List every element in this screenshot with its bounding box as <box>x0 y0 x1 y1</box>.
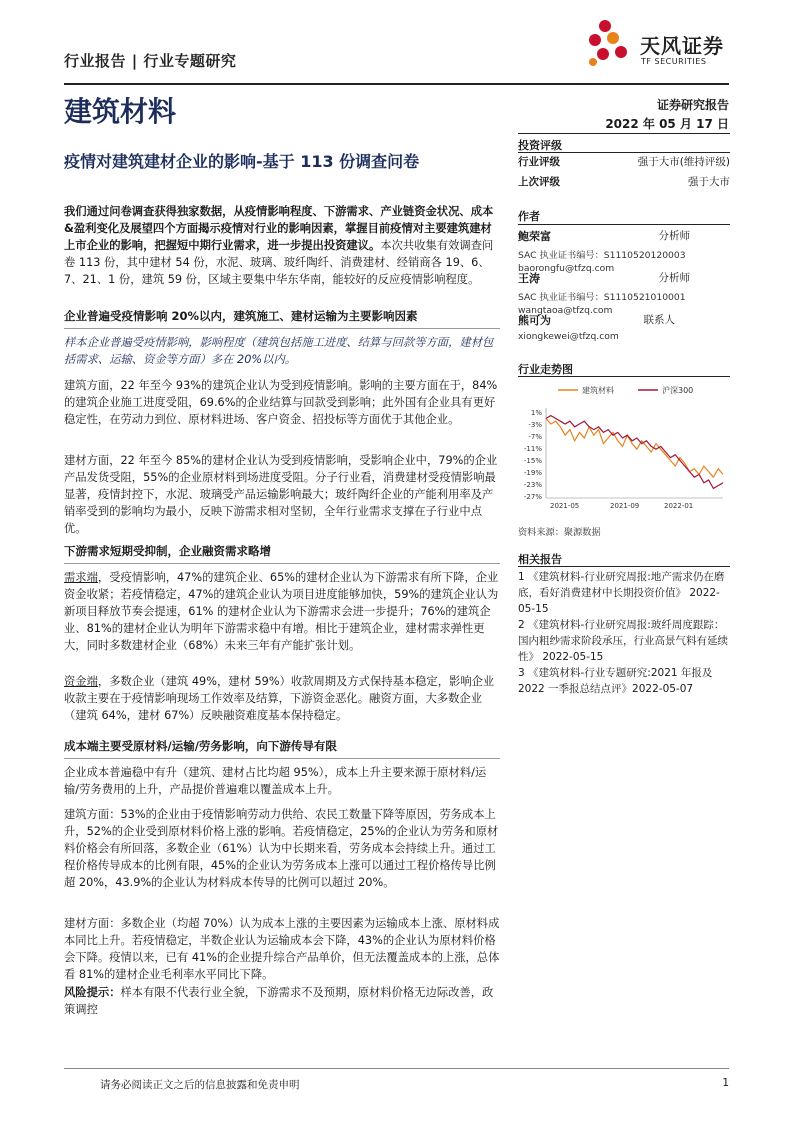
x-tick-label: 2021-09 <box>610 502 640 510</box>
author-heading: 作者 <box>518 210 540 223</box>
related-item[interactable]: 3 《建筑材料-行业专题研究:2021 年报及 2022 一季报总结点评》2022-05-07 <box>518 667 713 695</box>
section-1-italic: 样本企业普遍受疫情影响，影响程度（建筑包括施工进度、结算与回款等方面，建材包括需求、运输、资金等方面）多在 20%以内。 <box>64 336 494 366</box>
author-role: 分析师 <box>658 272 690 284</box>
author-cert: SAC 执业证书编号：S1110520120003 <box>518 250 686 261</box>
series-line-建筑材料 <box>546 418 723 477</box>
y-tick-label: -7% <box>528 433 542 441</box>
section-3-para-3: 建材方面：多数企业（均超 70%）认为成本上涨的主要因素为运输成本上涨、原材料成本同比上升。若疫情稳定，半数企业认为运输成本会下降，43%的企业认为原材料价格会下降。疫情以来，已有 41%的企业提升综合产品单价，但无法覆盖成本的上涨，总体看 81%的建材企业毛利率水平同比下降。 <box>64 917 500 981</box>
section-1-para-2: 建材方面，22 年至今 85%的建材企业认为受到疫情影响，受影响企业中，79%的企业产品发货受阻，55%的企业原材料到场进度受阻。分子行业看，消费建材受疫情影响最显著，疫情封控下，水泥、玻璃受产品运输影响最大；玻纤陶纤企业的产能利用率及产销率受到的影响均为最小，反映下游需求相对坚韧，全年行业需求支撑在子行业中点优。 <box>64 454 498 535</box>
related-item[interactable]: 1 《建筑材料-行业研究周报:地产需求仍在磨底，看好消费建材中长期投资价值》 2022-05-15 <box>518 571 725 615</box>
section-3-rule <box>64 758 500 759</box>
author-cert: SAC 执业证书编号：S1110521010001 <box>518 292 686 303</box>
risk-text: 样本有限不代表行业全貌，下游需求不及预期，原材料价格无边际改善，政策调控 <box>64 986 494 1016</box>
y-tick-label: 1% <box>530 409 542 417</box>
author-3 <box>518 312 730 342</box>
trend-rule <box>518 376 730 377</box>
related-heading: 相关报告 <box>518 553 562 566</box>
section-1-title: 企业普遍受疫情影响 20%以内，建筑施工、建材运输为主要影响因素 <box>64 309 418 323</box>
section-3-title: 成本端主要受原材料/运输/劳务影响，向下游传导有限 <box>64 739 337 753</box>
author-email[interactable]: xiongkewei@tfzq.com <box>518 331 619 342</box>
author-2 <box>518 270 730 316</box>
author-email[interactable]: baorongfu@tfzq.com <box>518 263 615 274</box>
author-email[interactable]: wangtaoa@tfzq.com <box>518 305 613 316</box>
report-type: 证券研究报告 <box>656 98 729 112</box>
y-tick-label: -23% <box>523 481 542 489</box>
report-date: 2022 年 05 月 17 日 <box>605 117 729 131</box>
demand-text: ，受疫情影响，47%的建筑企业、65%的建材企业认为下游需求有所下降，企业资金收紧；若疫情稳定，47%的建筑企业认为项目进度能够加快，59%的建筑企业认为新项目释放节奏会提速，61% 的建材企业认为下游需求会进一步提升；76%的建筑企业、81%的建材企业认为明年下游需求稳中有增。相比于建筑企业，建材需求弹性更大，同时多数建材企业（68%）未来三年有产能扩张计划。 <box>64 571 499 652</box>
section-2-title: 下游需求短期受抑制，企业融资需求略增 <box>64 544 271 558</box>
header-rule <box>64 83 729 85</box>
page-number: 1 <box>722 1077 729 1089</box>
x-tick-label: 2021-05 <box>550 502 580 510</box>
fund-label: 资金端 <box>64 675 98 688</box>
chart-source: 资料来源：聚源数据 <box>518 527 601 538</box>
author-1 <box>518 228 730 274</box>
date-rule <box>518 133 730 134</box>
section-1-rule <box>64 328 500 329</box>
footer-rule <box>64 1068 729 1069</box>
section-3-para-1: 企业成本普遍稳中有升（建筑、建材占比均超 95%），成本上升主要来源于原材料/运输/劳务费用的上升，产品提价普遍难以覆盖成本上升。 <box>64 766 487 796</box>
trend-chart <box>518 380 728 515</box>
demand-label: 需求端 <box>64 571 98 584</box>
related-rule <box>518 566 730 567</box>
y-tick-label: -15% <box>523 457 542 465</box>
author-role: 联系人 <box>643 314 675 326</box>
summary-lead-text: 本次共收集有效调查问卷 113 份，其中建材 54 份，水泥、玻璃、玻纤陶纤、消费建材、经销商各 19、6、7、21、1 份，建筑 59 份，区域主要集中华东华南，能较好的反应疫情影响程度。 <box>64 239 494 286</box>
author-role: 分析师 <box>658 230 690 242</box>
disclaimer[interactable]: 请务必阅读正文之后的信息披露和免责申明 <box>100 1079 300 1091</box>
author-name: 熊可为 <box>518 314 551 327</box>
y-tick-label: -27% <box>523 493 542 501</box>
y-tick-label: -19% <box>523 469 542 477</box>
section-3-para-2: 建筑方面：53%的企业由于疫情影响劳动力供给、农民工数量下降等原因，劳务成本上升，52%的企业受到原材料价格上涨的影响。若疫情稳定，25%的企业认为劳务和原材料价格会有所回落，多数企业（61%）认为中长期来看，劳务成本会持续上升。通过工程价格传导成本的比例有限，45%的企业认为劳务成本上涨可以通过工程价格传导比例超 20%，43.9%的企业认为材料成本传导的比例可以超过 20%。 <box>64 808 499 889</box>
legend-label: 沪深300 <box>662 386 694 395</box>
industry-rating-value: 强于大市(维持评级) <box>637 156 730 168</box>
legend-label: 建筑材料 <box>582 386 614 395</box>
x-tick-label: 2022-01 <box>664 502 694 510</box>
rating-heading: 投资评级 <box>518 139 562 152</box>
logo-text-en: TF SECURITIES <box>641 57 707 66</box>
section-2-rule <box>64 563 500 564</box>
risk-label: 风险提示： <box>64 986 121 999</box>
tf-logo-icon <box>585 18 641 70</box>
logo-text: 天风证券 <box>640 34 724 58</box>
y-tick-label: -11% <box>523 445 542 453</box>
risk-warning <box>64 984 500 1018</box>
fund-text: ，多数企业（建筑 49%，建材 59%）收款周期及方式保持基本稳定，影响企业收款主要在于疫情影响现场工作效率及结算，下游资金恶化。融资方面，大多数企业（建筑 64%，建材 67%）反映融资难度基本保持稳定。 <box>64 675 495 722</box>
previous-rating-value: 强于大市 <box>688 176 730 188</box>
series-line-沪深300 <box>546 416 723 489</box>
previous-rating <box>518 172 730 192</box>
author-name: 鲍荣富 <box>518 230 551 243</box>
industry-rating <box>518 152 730 172</box>
related-item[interactable]: 2 《建筑材料-行业研究周报:玻纤周度跟踪：国内粗纱需求阶段承压，行业高景气料有延续性》 2022-05-15 <box>518 619 728 663</box>
sector-title: 建筑材料 <box>64 95 177 128</box>
author-name: 王涛 <box>518 272 540 285</box>
y-tick-label: -3% <box>528 421 542 429</box>
summary <box>64 203 500 288</box>
trend-heading: 行业走势图 <box>518 363 573 376</box>
industry-rating-label: 行业评级 <box>518 156 560 168</box>
previous-rating-label: 上次评级 <box>518 176 560 188</box>
section-2-para-2 <box>64 673 500 724</box>
author-rule <box>518 224 730 225</box>
section-2-para-1 <box>64 569 500 654</box>
section-1-para-1: 建筑方面，22 年至今 93%的建筑企业认为受到疫情影响。影响的主要方面在于，84%的建筑企业施工进度受阻，69.6%的企业结算与回款受到影响；此外国有企业具有更好稳定性，在劳动力到位、原材料进场、客户资金、招投标等方面优于其他企业。 <box>64 379 498 426</box>
summary-lead-bold: 我们通过问卷调查获得独家数据，从疫情影响程度、下游需求、产业链资金状况、成本&盈利变化及展望四个方面揭示疫情对行业的影响因素，掌握目前疫情对主要建筑建材上市企业的影响，把握短中期行业需求，进一步提出投资建议。 <box>64 205 494 252</box>
report-category: 行业报告 | 行业专题研究 <box>64 52 237 70</box>
report-title: 疫情对建筑建材企业的影响-基于 113 份调查问卷 <box>64 152 420 171</box>
